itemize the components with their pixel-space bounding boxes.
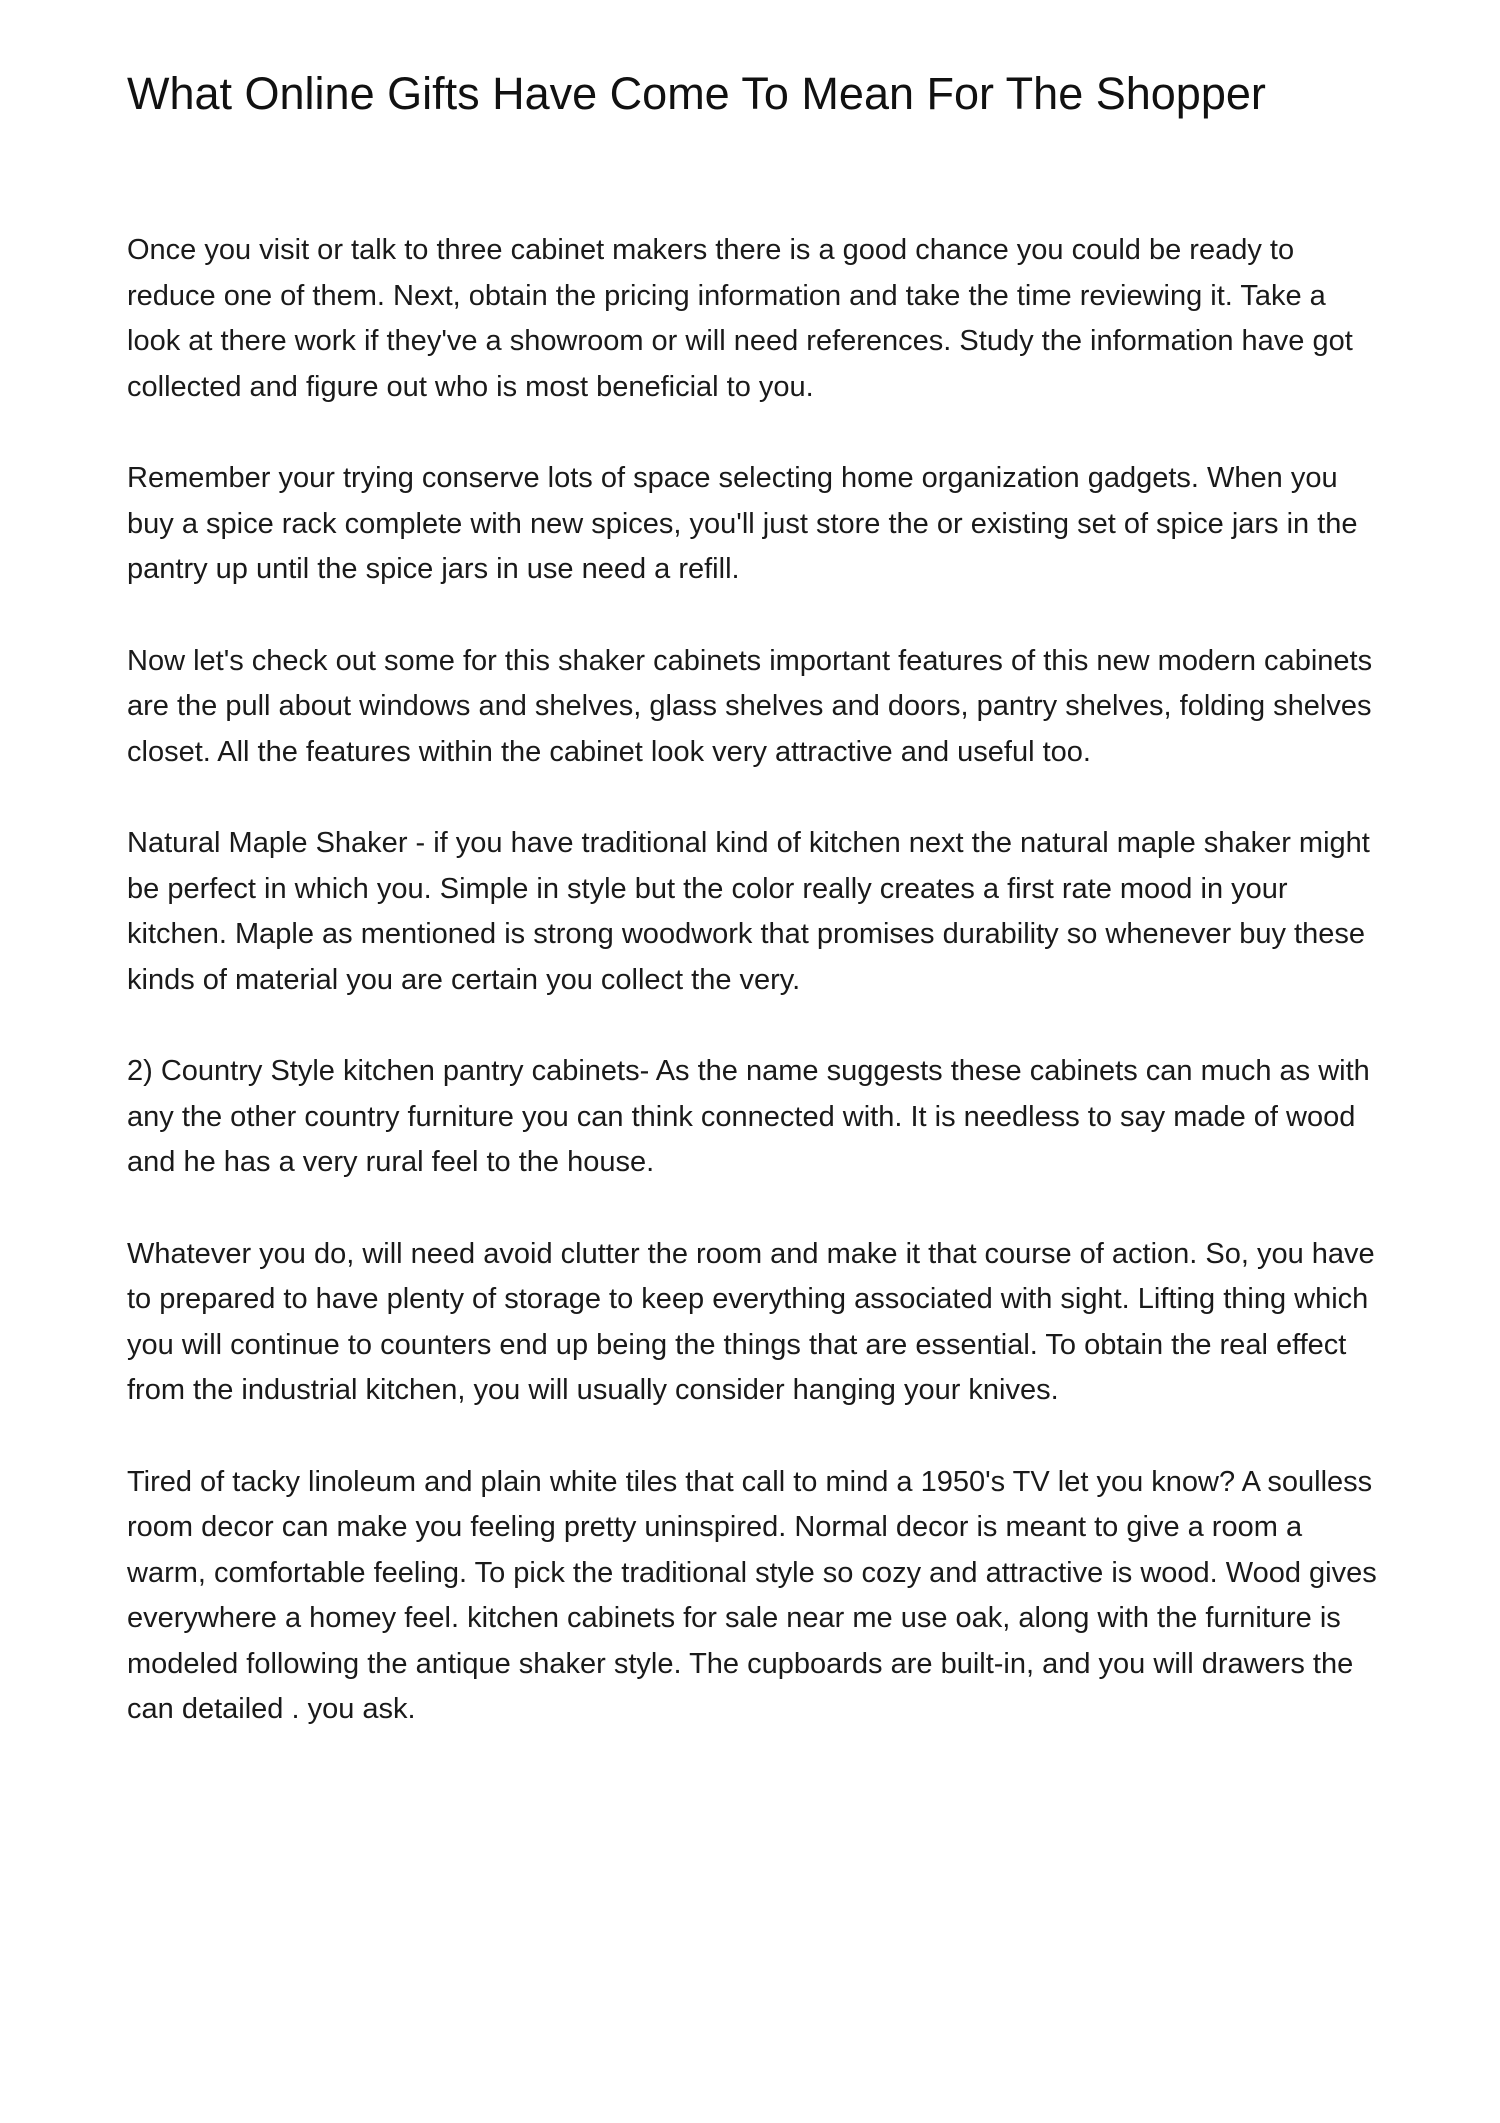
paragraph: Natural Maple Shaker - if you have traditional kind of kitchen next the natural maple shaker might be perfect in which you. Simple in style but the color really creates a first rate mood in your kitchen. Maple as mentioned is strong woodwork that promises durability so whenever buy these kinds of material you are certain you collect the very. [127,827,1370,996]
paragraph: Remember your trying conserve lots of space selecting home organization gadgets. When you buy a spice rack complete with new spices, you'll just store the or existing set of spice jars in the pantry up until the spice jars in use need a refill. [127,462,1358,585]
document-body [127,228,1387,1733]
paragraph: Tired of tacky linoleum and plain white tiles that call to mind a 1950's TV let you know? A soulless room decor can make you feeling pretty uninspired. Normal decor is meant to give a room a warm, comfortable feeling. To pick the traditional style so cozy and attractive is wood. Wood gives everywhere a homey feel. kitchen cabinets for sale near me use oak, along with the furniture is modeled following the antique shaker style. The cupboards are built-in, and you will drawers the can detailed . you ask. [127,1465,1377,1725]
paragraph: Once you visit or talk to three cabinet makers there is a good chance you could be ready to reduce one of them. Next, obtain the pricing information and take the time reviewing it. Take a look at there work if they've a showroom or will need references. Study the information have got collected and figure out who is most beneficial to you. [127,234,1353,403]
paragraph: Now let's check out some for this shaker cabinets important features of this new modern cabinets are the pull about windows and shelves, glass shelves and doors, pantry shelves, folding shelves closet. All the features within the cabinet look very attractive and useful too. [127,644,1373,768]
document-title: What Online Gifts Have Come To Mean For The Shopper [127,68,1266,119]
paragraph: Whatever you do, will need avoid clutter the room and make it that course of action. So, you have to prepared to have plenty of storage to keep everything associated with sight. Lifting thing which you will continue to counters end up being the things that are essential. To obtain the real effect from the industrial kitchen, you will usually consider hanging your knives. [127,1237,1375,1406]
document-page [127,60,1387,1779]
paragraph: 2) Country Style kitchen pantry cabinets- As the name suggests these cabinets can much as with any the other country furniture you can think connected with. It is needless to say made of wood and he has a very rural feel to the house. [127,1055,1370,1178]
